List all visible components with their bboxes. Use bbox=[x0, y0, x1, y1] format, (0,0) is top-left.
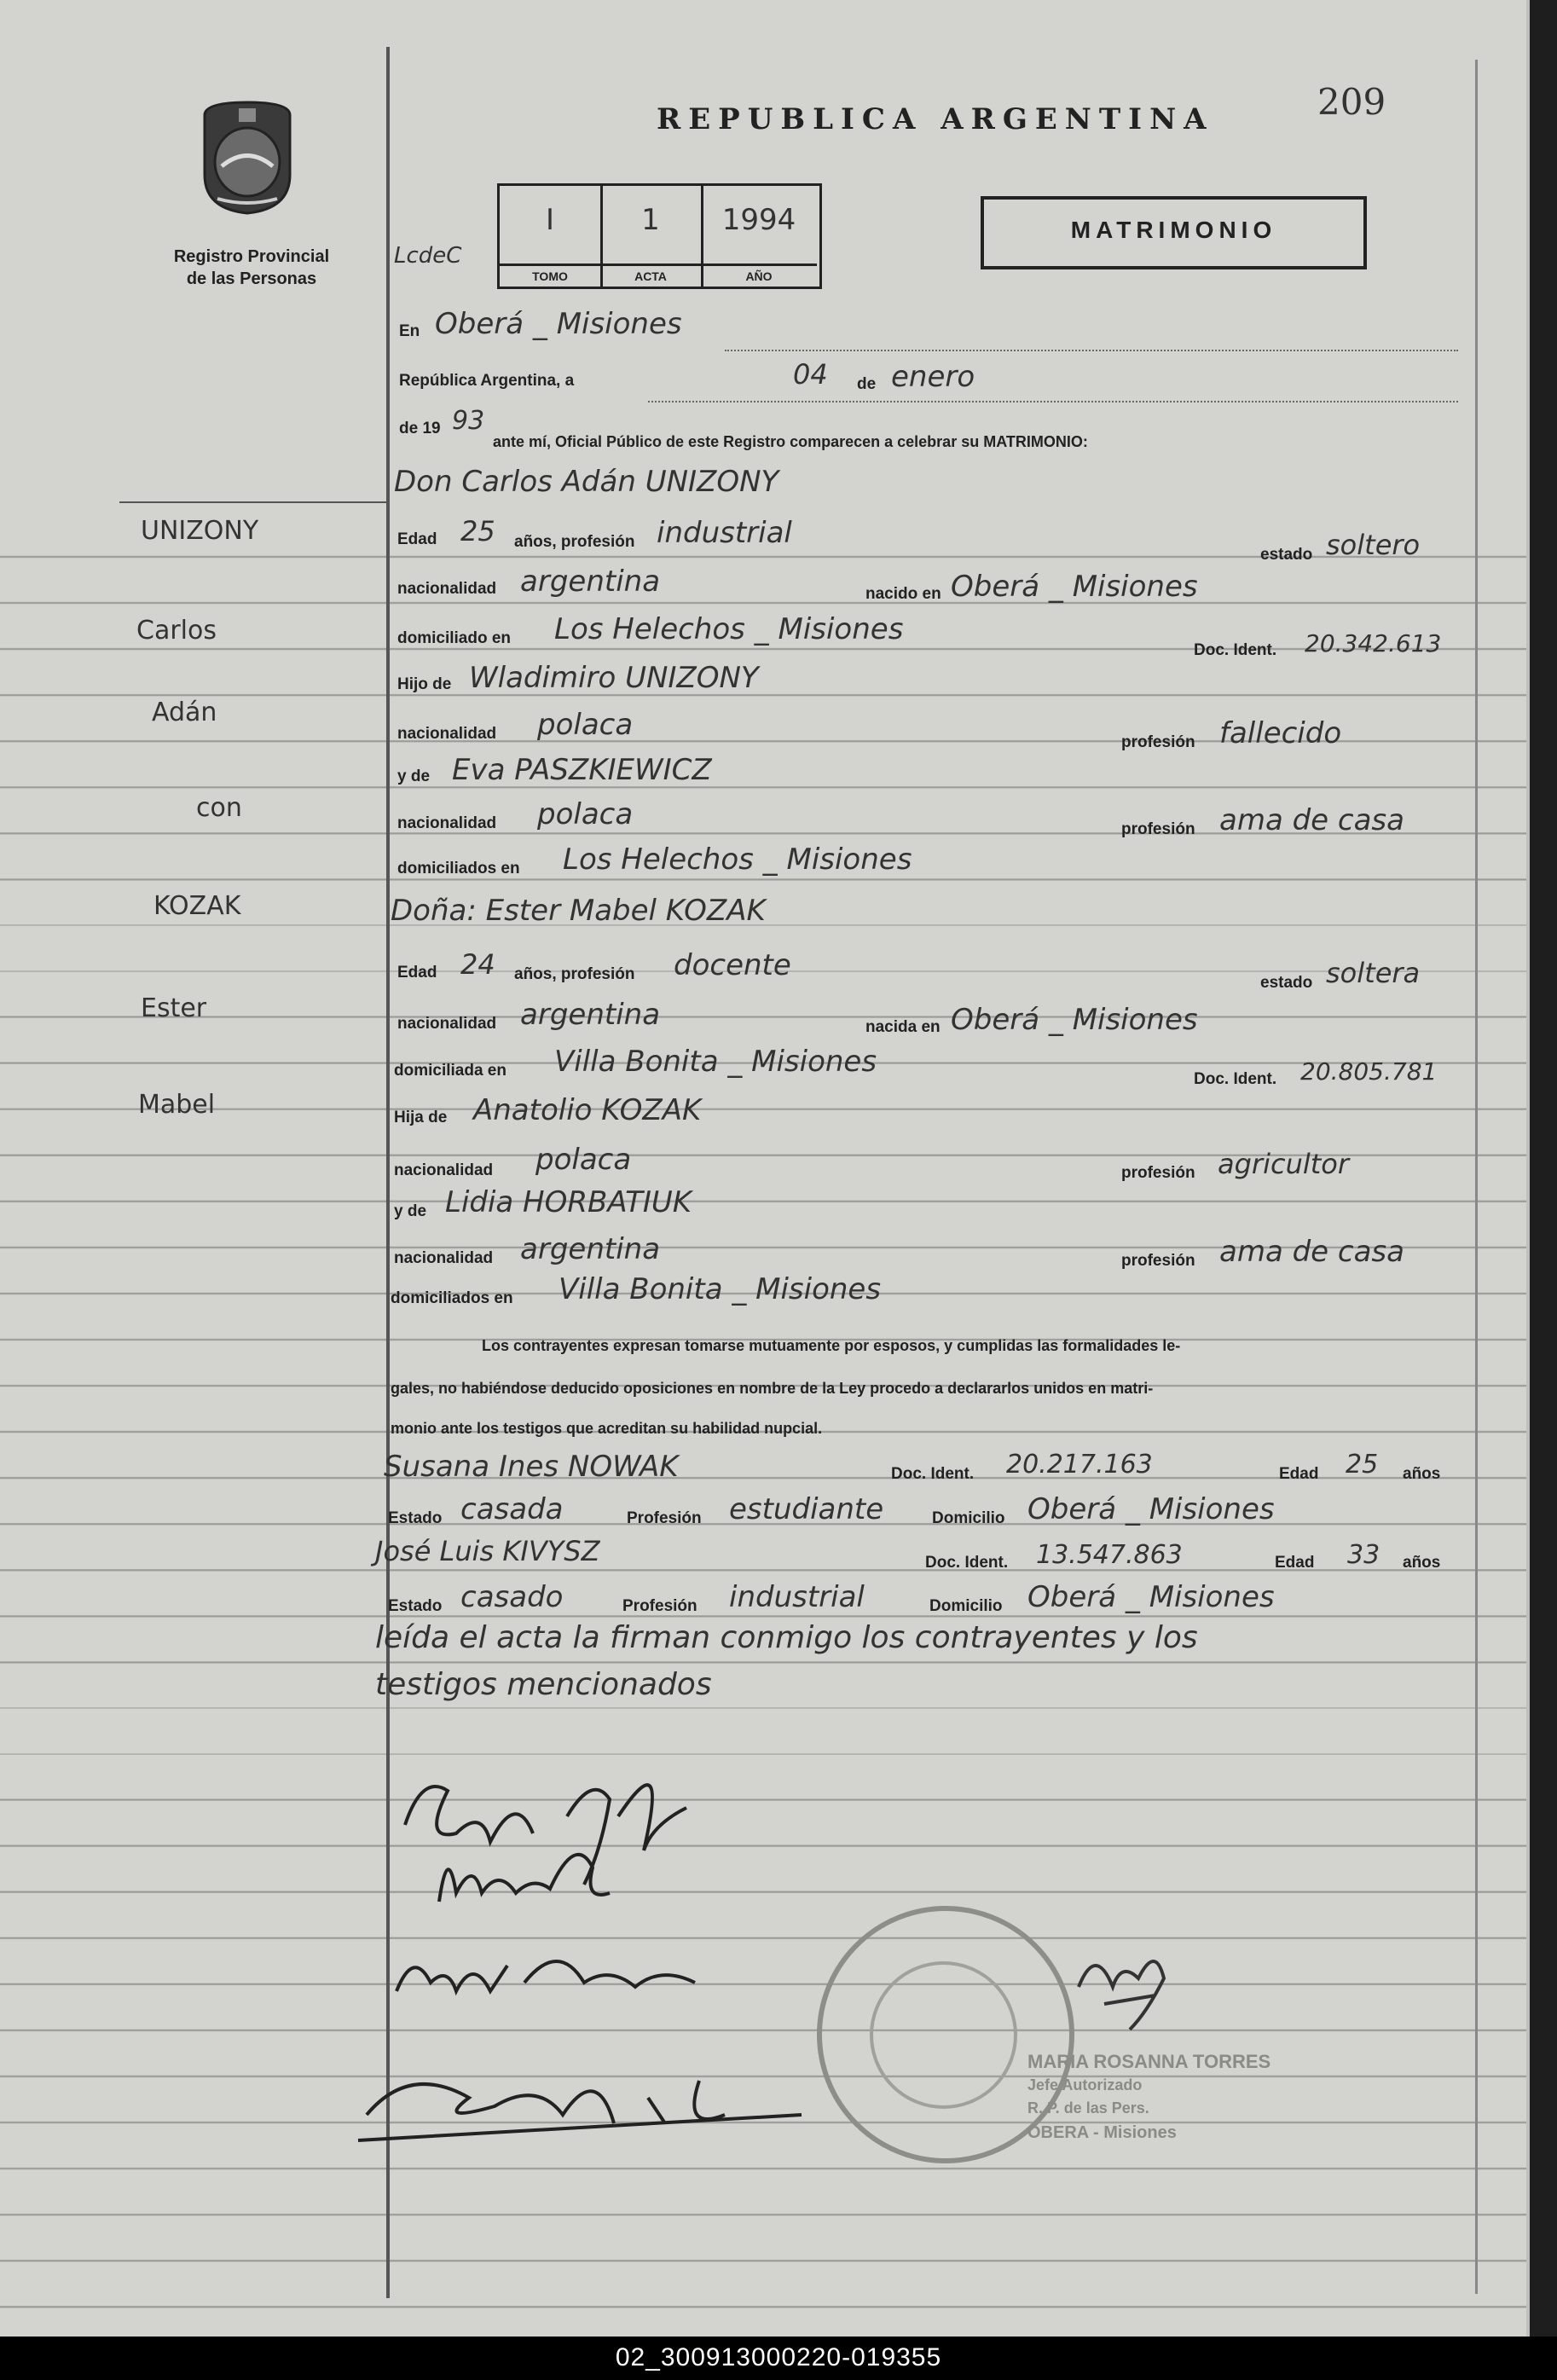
bride-nacida-label: nacida en bbox=[865, 1018, 941, 1036]
stamp-line4: OBERA - Misiones bbox=[1027, 2123, 1177, 2142]
witness2-edad-label: Edad bbox=[1275, 1554, 1315, 1572]
bride-profesion-label: años, profesión bbox=[514, 965, 635, 983]
intro-place: Oberá _ Misiones bbox=[435, 307, 682, 341]
closing-line1: leída el acta la firman conmigo los contrayentes y los bbox=[375, 1620, 1198, 1655]
bride-mother-prof-label: profesión bbox=[1121, 1252, 1195, 1270]
margin-surname-groom: UNIZONY bbox=[141, 516, 259, 546]
de-label: de bbox=[857, 375, 877, 393]
bride-parents-domicile: Villa Bonita _ Misiones bbox=[559, 1272, 882, 1306]
groom-mother-profession: ama de casa bbox=[1219, 803, 1404, 837]
groom-yde-label: y de bbox=[397, 767, 431, 785]
witness2-doc-ident: 13.547.863 bbox=[1036, 1540, 1183, 1570]
witness2-age: 33 bbox=[1347, 1540, 1380, 1570]
stamp-line3: R. P. de las Pers. bbox=[1027, 2099, 1149, 2117]
acta-label: ACTA bbox=[600, 263, 701, 287]
groom-birthplace: Oberá _ Misiones bbox=[951, 570, 1198, 604]
groom-father-nac-label: nacionalidad bbox=[397, 725, 497, 743]
groom-hijo-label: Hijo de bbox=[397, 675, 452, 693]
margin-surname-bride: KOZAK bbox=[153, 891, 241, 921]
coat-of-arms-icon bbox=[192, 98, 303, 217]
bride-profession: docente bbox=[674, 948, 791, 982]
acta-value: 1 bbox=[641, 203, 660, 237]
witness1-domicilio: Oberá _ Misiones bbox=[1027, 1492, 1275, 1526]
signature-witness1 bbox=[388, 1931, 712, 2017]
ano-cell bbox=[701, 186, 817, 287]
bride-marital-status: soltera bbox=[1326, 957, 1421, 989]
groom-edad-label: Edad bbox=[397, 530, 437, 548]
witness1-anos-label: años bbox=[1403, 1465, 1441, 1483]
date-line bbox=[648, 401, 1458, 402]
bride-edad-label: Edad bbox=[397, 964, 437, 982]
margin-middlename-groom: Adán bbox=[152, 698, 217, 727]
image-identifier: 02_300913000220-019355 bbox=[615, 2343, 942, 2371]
groom-name: Don Carlos Adán UNIZONY bbox=[394, 465, 779, 499]
witness1-profesion: estudiante bbox=[729, 1492, 884, 1526]
groom-mother-nac-label: nacionalidad bbox=[397, 814, 497, 832]
groom-mother-nationality: polaca bbox=[537, 797, 634, 831]
republica-label: República Argentina, a bbox=[399, 372, 575, 390]
document-title: REPUBLICA ARGENTINA bbox=[657, 102, 1214, 136]
registry-line1: Registro Provincial bbox=[173, 247, 330, 266]
registry-name bbox=[149, 246, 354, 290]
ano-label: AÑO bbox=[701, 263, 817, 287]
stamp-line2: Jefe Autorizado bbox=[1027, 2076, 1143, 2093]
groom-age: 25 bbox=[460, 515, 495, 547]
bride-nacionalidad-label: nacionalidad bbox=[397, 1015, 497, 1033]
margin-top-rule bbox=[119, 501, 388, 503]
witness1-doc-label: Doc. Ident. bbox=[891, 1465, 975, 1483]
groom-father-nationality: polaca bbox=[537, 708, 634, 742]
groom-marital-status: soltero bbox=[1326, 529, 1421, 561]
witness1-estado-label: Estado bbox=[388, 1509, 443, 1527]
groom-profesion-label: años, profesión bbox=[514, 533, 635, 551]
bride-mother-profession: ama de casa bbox=[1219, 1235, 1404, 1269]
groom-profession: industrial bbox=[657, 516, 792, 550]
margin-firstname-groom: Carlos bbox=[136, 616, 217, 646]
witness2-anos-label: años bbox=[1403, 1554, 1441, 1572]
right-border-rule bbox=[1475, 60, 1478, 2294]
stamp-line1: MARIA ROSANNA TORRES bbox=[1027, 2051, 1271, 2072]
record-reference-box bbox=[497, 183, 822, 289]
bride-yde-label: y de bbox=[394, 1202, 427, 1220]
intro-month: enero bbox=[891, 360, 975, 394]
witness2-estado-label: Estado bbox=[388, 1597, 443, 1615]
year-suffix: 93 bbox=[452, 406, 485, 436]
bride-doc-ident: 20.805.781 bbox=[1300, 1057, 1438, 1086]
margin-firstname-bride: Ester bbox=[141, 993, 207, 1023]
bride-father-nac-label: nacionalidad bbox=[394, 1161, 494, 1179]
acta-cell bbox=[600, 186, 703, 287]
groom-nacido-label: nacido en bbox=[865, 585, 941, 603]
groom-nationality: argentina bbox=[520, 565, 661, 599]
bride-domicile: Villa Bonita _ Misiones bbox=[554, 1045, 877, 1079]
witness2-profesion-label: Profesión bbox=[622, 1597, 697, 1615]
witness2-name: José Luis KIVYSZ bbox=[375, 1535, 600, 1567]
witness1-doc-ident: 20.217.163 bbox=[1006, 1450, 1153, 1480]
en-label: En bbox=[399, 322, 420, 340]
groom-doc-ident: 20.342.613 bbox=[1305, 629, 1442, 657]
closing-line2: testigos mencionados bbox=[375, 1667, 712, 1702]
bride-parents-dom-label: domiciliados en bbox=[391, 1289, 513, 1307]
intro-day: 04 bbox=[793, 358, 828, 391]
groom-mother: Eva PASZKIEWICZ bbox=[452, 753, 712, 787]
groom-parents-domicile: Los Helechos _ Misiones bbox=[563, 843, 912, 877]
tomo-cell bbox=[500, 186, 603, 287]
intro-statement: ante mí, Oficial Público de este Registro comparecen a celebrar su MATRIMONIO: bbox=[493, 433, 1088, 450]
groom-domicilio-label: domiciliado en bbox=[397, 629, 512, 647]
book-spine bbox=[1526, 0, 1557, 2337]
tomo-value: I bbox=[545, 203, 555, 237]
signature-registrar bbox=[1070, 1936, 1181, 2038]
tomo-label: TOMO bbox=[500, 263, 600, 287]
groom-nacionalidad-label: nacionalidad bbox=[397, 580, 497, 598]
margin-con: con bbox=[196, 793, 242, 823]
margin-middlename-bride: Mabel bbox=[138, 1090, 216, 1120]
witness1-domicilio-label: Domicilio bbox=[932, 1509, 1005, 1527]
year-prefix: de 19 bbox=[399, 420, 441, 437]
act-type-box bbox=[981, 196, 1367, 269]
witness2-domicilio: Oberá _ Misiones bbox=[1027, 1580, 1275, 1614]
groom-father-profession: fallecido bbox=[1219, 716, 1342, 750]
witness1-edad-label: Edad bbox=[1279, 1465, 1319, 1483]
witness2-estado: casado bbox=[460, 1580, 564, 1614]
declaration-line1: Los contrayentes expresan tomarse mutuamente por esposos, y cumplidas las formalidades le- bbox=[482, 1337, 1181, 1354]
bride-mother: Lidia HORBATIUK bbox=[445, 1185, 692, 1219]
bride-father-nationality: polaca bbox=[535, 1143, 632, 1177]
bride-hija-label: Hija de bbox=[394, 1109, 448, 1126]
book-code: LcdeC bbox=[394, 243, 462, 269]
groom-doc-label: Doc. Ident. bbox=[1194, 641, 1277, 659]
bride-age: 24 bbox=[460, 948, 495, 981]
bride-nationality: argentina bbox=[520, 998, 661, 1032]
bride-birthplace: Oberá _ Misiones bbox=[951, 1003, 1198, 1037]
bride-mother-nac-label: nacionalidad bbox=[394, 1249, 494, 1267]
groom-father-prof-label: profesión bbox=[1121, 733, 1195, 751]
witness1-profesion-label: Profesión bbox=[627, 1509, 702, 1527]
declaration-line2: gales, no habiéndose deducido oposiciones en nombre de la Ley procedo a declararlos unidos en matri- bbox=[391, 1380, 1154, 1397]
witness2-doc-label: Doc. Ident. bbox=[925, 1554, 1009, 1572]
witness1-age: 25 bbox=[1346, 1450, 1379, 1480]
page-number: 209 bbox=[1317, 81, 1386, 123]
bride-doc-label: Doc. Ident. bbox=[1194, 1070, 1277, 1088]
groom-domicile: Los Helechos _ Misiones bbox=[554, 612, 904, 646]
witness1-estado: casada bbox=[460, 1492, 564, 1526]
bride-mother-nationality: argentina bbox=[520, 1232, 661, 1266]
groom-mother-prof-label: profesión bbox=[1121, 820, 1195, 838]
groom-estado-label: estado bbox=[1260, 546, 1313, 564]
bride-father-profession: agricultor bbox=[1218, 1148, 1350, 1180]
bride-father: Anatolio KOZAK bbox=[473, 1093, 702, 1127]
official-seal-inner bbox=[870, 1961, 1017, 2109]
witness1-name: Susana Ines NOWAK bbox=[384, 1450, 679, 1484]
bride-name: Doña: Ester Mabel KOZAK bbox=[391, 894, 766, 928]
signature-bride bbox=[431, 1816, 652, 1927]
ano-value: 1994 bbox=[721, 203, 796, 237]
groom-father: Wladimiro UNIZONY bbox=[469, 661, 759, 695]
declaration-line3: monio ante los testigos que acreditan su habilidad nupcial. bbox=[391, 1420, 823, 1437]
signature-officer bbox=[341, 2047, 819, 2157]
witness2-profesion: industrial bbox=[729, 1580, 865, 1614]
registry-line2: de las Personas bbox=[186, 269, 317, 288]
place-line bbox=[725, 350, 1458, 351]
act-type: MATRIMONIO bbox=[1070, 217, 1277, 243]
groom-parents-dom-label: domiciliados en bbox=[397, 860, 520, 877]
bride-domicilio-label: domiciliada en bbox=[394, 1062, 506, 1080]
bride-father-prof-label: profesión bbox=[1121, 1164, 1195, 1182]
witness2-domicilio-label: Domicilio bbox=[929, 1597, 1003, 1615]
bride-estado-label: estado bbox=[1260, 974, 1313, 992]
